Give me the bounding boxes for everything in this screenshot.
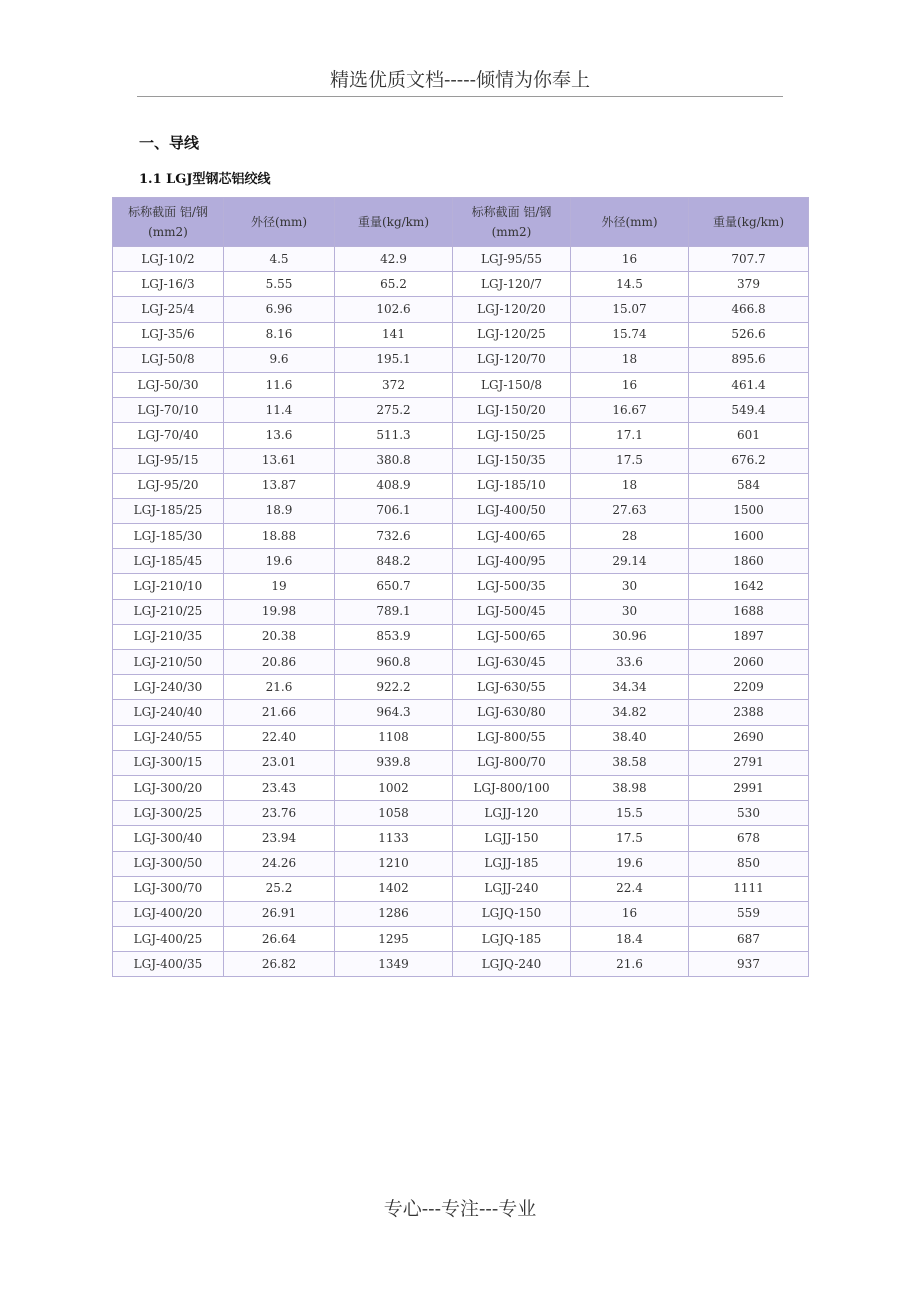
table-cell: 19 — [224, 574, 335, 599]
table-row — [113, 826, 809, 851]
table-cell: 1402 — [335, 876, 453, 901]
table-cell: LGJ-800/55 — [453, 725, 571, 750]
table-cell: 964.3 — [335, 700, 453, 725]
table-cell: 11.4 — [224, 398, 335, 423]
table-cell: 38.98 — [571, 775, 689, 800]
table-cell: 42.9 — [335, 247, 453, 272]
table-cell: 1286 — [335, 901, 453, 926]
table-cell: LGJ-120/70 — [453, 347, 571, 372]
table-cell: 30 — [571, 599, 689, 624]
table-cell: LGJ-300/40 — [113, 826, 224, 851]
table-cell: LGJQ-185 — [453, 927, 571, 952]
table-cell: LGJ-210/35 — [113, 624, 224, 649]
table-cell: LGJ-630/55 — [453, 675, 571, 700]
table-cell: LGJ-500/35 — [453, 574, 571, 599]
table-cell: 14.5 — [571, 272, 689, 297]
table-cell: 466.8 — [689, 297, 809, 322]
table-cell: 853.9 — [335, 624, 453, 649]
table-cell: 1210 — [335, 851, 453, 876]
table-cell: LGJ-300/25 — [113, 801, 224, 826]
table-cell: LGJ-120/25 — [453, 322, 571, 347]
table-cell: 34.82 — [571, 700, 689, 725]
table-row — [113, 675, 809, 700]
table-cell: 13.6 — [224, 423, 335, 448]
table-cell: 2991 — [689, 775, 809, 800]
table-cell: 65.2 — [335, 272, 453, 297]
table-cell: 15.5 — [571, 801, 689, 826]
table-cell: 21.6 — [224, 675, 335, 700]
page-footer: 专心---专注---专业 — [383, 1198, 537, 1220]
table-cell: LGJ-800/100 — [453, 775, 571, 800]
table-cell: 16 — [571, 372, 689, 397]
table-cell: 16 — [571, 901, 689, 926]
table-cell: 380.8 — [335, 448, 453, 473]
table-cell: 13.61 — [224, 448, 335, 473]
table-body — [113, 247, 809, 977]
table-cell: 2690 — [689, 725, 809, 750]
table-cell: 20.38 — [224, 624, 335, 649]
table-cell: LGJ-400/50 — [453, 498, 571, 523]
section-title: 一、导线 — [139, 134, 200, 152]
table-cell: LGJJ-150 — [453, 826, 571, 851]
table-cell: 16 — [571, 247, 689, 272]
table-row — [113, 347, 809, 372]
table-cell: 549.4 — [689, 398, 809, 423]
table-cell: 1600 — [689, 524, 809, 549]
table-cell: 141 — [335, 322, 453, 347]
table-header-row — [113, 198, 809, 247]
table-cell: 379 — [689, 272, 809, 297]
table-cell: 33.6 — [571, 650, 689, 675]
table-cell: 2791 — [689, 750, 809, 775]
table-cell: 1058 — [335, 801, 453, 826]
table-row — [113, 775, 809, 800]
table-cell: 1111 — [689, 876, 809, 901]
table-row — [113, 624, 809, 649]
table-cell: LGJQ-150 — [453, 901, 571, 926]
table-cell: 707.7 — [689, 247, 809, 272]
table-cell: 5.55 — [224, 272, 335, 297]
table-row — [113, 599, 809, 624]
table-cell: LGJ-400/65 — [453, 524, 571, 549]
table-cell: LGJQ-240 — [453, 952, 571, 977]
table-cell: 511.3 — [335, 423, 453, 448]
table-cell: 18.4 — [571, 927, 689, 952]
table-cell: 6.96 — [224, 297, 335, 322]
table-cell: 21.6 — [571, 952, 689, 977]
table-cell: 4.5 — [224, 247, 335, 272]
table-cell: LGJ-150/8 — [453, 372, 571, 397]
table-cell: 28 — [571, 524, 689, 549]
table-cell: 25.2 — [224, 876, 335, 901]
table-cell: LGJ-120/20 — [453, 297, 571, 322]
table-cell: 9.6 — [224, 347, 335, 372]
table-row — [113, 423, 809, 448]
table-cell: LGJ-35/6 — [113, 322, 224, 347]
table-cell: 1688 — [689, 599, 809, 624]
table-cell: 526.6 — [689, 322, 809, 347]
table-cell: 895.6 — [689, 347, 809, 372]
table-row — [113, 297, 809, 322]
table-cell: 275.2 — [335, 398, 453, 423]
table-cell: LGJ-185/45 — [113, 549, 224, 574]
table-cell: LGJ-400/25 — [113, 927, 224, 952]
table-cell: 22.40 — [224, 725, 335, 750]
table-row — [113, 398, 809, 423]
table-cell: LGJ-240/55 — [113, 725, 224, 750]
table-cell: 195.1 — [335, 347, 453, 372]
table-cell: 29.14 — [571, 549, 689, 574]
table-cell: 16.67 — [571, 398, 689, 423]
table-row — [113, 801, 809, 826]
table-cell: 922.2 — [335, 675, 453, 700]
table-cell: LGJ-500/45 — [453, 599, 571, 624]
table-cell: 1002 — [335, 775, 453, 800]
table-cell: 650.7 — [335, 574, 453, 599]
table-cell: 18.9 — [224, 498, 335, 523]
column-header: 重量(kg/km) — [335, 198, 453, 247]
table-row — [113, 498, 809, 523]
table-cell: 20.86 — [224, 650, 335, 675]
table-row — [113, 927, 809, 952]
table-cell: 960.8 — [335, 650, 453, 675]
table-row — [113, 725, 809, 750]
table-row — [113, 700, 809, 725]
table-cell: 2060 — [689, 650, 809, 675]
table-cell: 18 — [571, 473, 689, 498]
table-cell: LGJ-150/25 — [453, 423, 571, 448]
table-cell: LGJ-630/45 — [453, 650, 571, 675]
table-row — [113, 247, 809, 272]
table-cell: 19.6 — [224, 549, 335, 574]
table-cell: 1860 — [689, 549, 809, 574]
table-cell: LGJ-50/30 — [113, 372, 224, 397]
table-cell: LGJ-150/35 — [453, 448, 571, 473]
table-cell: 461.4 — [689, 372, 809, 397]
table-cell: 2388 — [689, 700, 809, 725]
table-row — [113, 272, 809, 297]
column-header: 重量(kg/km) — [689, 198, 809, 247]
table-cell: LGJ-210/10 — [113, 574, 224, 599]
table-cell: LGJJ-240 — [453, 876, 571, 901]
table-cell: 102.6 — [335, 297, 453, 322]
table-cell: 15.74 — [571, 322, 689, 347]
table-cell: LGJ-400/35 — [113, 952, 224, 977]
column-header: 标称截面 铝/钢(mm2) — [113, 198, 224, 247]
table-cell: 408.9 — [335, 473, 453, 498]
table-cell: 584 — [689, 473, 809, 498]
table-cell: 17.5 — [571, 448, 689, 473]
conductor-spec-table — [112, 197, 809, 977]
table-cell: 23.76 — [224, 801, 335, 826]
table-cell: 38.40 — [571, 725, 689, 750]
table-cell: 26.91 — [224, 901, 335, 926]
table-cell: 372 — [335, 372, 453, 397]
table-cell: LGJ-400/95 — [453, 549, 571, 574]
table-cell: LGJ-95/55 — [453, 247, 571, 272]
table-cell: LGJ-300/15 — [113, 750, 224, 775]
table-cell: LGJ-240/40 — [113, 700, 224, 725]
table-cell: 559 — [689, 901, 809, 926]
table-cell: LGJ-50/8 — [113, 347, 224, 372]
table-row — [113, 851, 809, 876]
table-row — [113, 750, 809, 775]
table-cell: LGJJ-185 — [453, 851, 571, 876]
table-cell: LGJ-300/20 — [113, 775, 224, 800]
table-row — [113, 952, 809, 977]
table-row — [113, 524, 809, 549]
table-cell: 678 — [689, 826, 809, 851]
table-cell: LGJ-70/40 — [113, 423, 224, 448]
table-cell: 15.07 — [571, 297, 689, 322]
column-header: 外径(mm) — [571, 198, 689, 247]
table-cell: 26.64 — [224, 927, 335, 952]
column-header: 标称截面 铝/钢(mm2) — [453, 198, 571, 247]
table-cell: LGJ-16/3 — [113, 272, 224, 297]
table-row — [113, 901, 809, 926]
table-cell: 706.1 — [335, 498, 453, 523]
table-cell: 601 — [689, 423, 809, 448]
table-cell: 1897 — [689, 624, 809, 649]
table-row — [113, 574, 809, 599]
table-cell: LGJ-800/70 — [453, 750, 571, 775]
table-row — [113, 650, 809, 675]
table-cell: LGJ-210/50 — [113, 650, 224, 675]
page-header: 精选优质文档-----倾情为你奉上 — [137, 66, 783, 97]
table-cell: 19.98 — [224, 599, 335, 624]
table-cell: 1349 — [335, 952, 453, 977]
column-header: 外径(mm) — [224, 198, 335, 247]
table-cell: LGJ-185/30 — [113, 524, 224, 549]
table-cell: 27.63 — [571, 498, 689, 523]
table-cell: 17.1 — [571, 423, 689, 448]
table-row — [113, 322, 809, 347]
table-cell: 530 — [689, 801, 809, 826]
table-cell: LGJ-630/80 — [453, 700, 571, 725]
table-cell: LGJ-500/65 — [453, 624, 571, 649]
table-cell: LGJ-120/7 — [453, 272, 571, 297]
table-cell: 18 — [571, 347, 689, 372]
table-cell: 1500 — [689, 498, 809, 523]
table-cell: 21.66 — [224, 700, 335, 725]
table-cell: LGJ-70/10 — [113, 398, 224, 423]
table-cell: 24.26 — [224, 851, 335, 876]
table-cell: 1295 — [335, 927, 453, 952]
table-cell: 30.96 — [571, 624, 689, 649]
table-cell: LGJ-210/25 — [113, 599, 224, 624]
table-cell: 34.34 — [571, 675, 689, 700]
table-cell: 850 — [689, 851, 809, 876]
table-cell: 11.6 — [224, 372, 335, 397]
table-cell: LGJJ-120 — [453, 801, 571, 826]
table-row — [113, 876, 809, 901]
table-cell: 687 — [689, 927, 809, 952]
table-cell: LGJ-300/50 — [113, 851, 224, 876]
table-cell: 732.6 — [335, 524, 453, 549]
table-cell: 30 — [571, 574, 689, 599]
table-cell: 23.94 — [224, 826, 335, 851]
table-cell: 13.87 — [224, 473, 335, 498]
table-cell: LGJ-10/2 — [113, 247, 224, 272]
table-cell: 23.01 — [224, 750, 335, 775]
table-cell: 1642 — [689, 574, 809, 599]
table-cell: 789.1 — [335, 599, 453, 624]
table-row — [113, 549, 809, 574]
table-cell: LGJ-95/15 — [113, 448, 224, 473]
sub-title: 1.1 LGJ型钢芯铝绞线 — [139, 172, 271, 187]
table-row — [113, 372, 809, 397]
table-cell: 8.16 — [224, 322, 335, 347]
table-cell: 23.43 — [224, 775, 335, 800]
table-cell: LGJ-400/20 — [113, 901, 224, 926]
table-cell: 38.58 — [571, 750, 689, 775]
table-cell: 18.88 — [224, 524, 335, 549]
table-cell: LGJ-25/4 — [113, 297, 224, 322]
table-cell: LGJ-185/10 — [453, 473, 571, 498]
table-cell: 19.6 — [571, 851, 689, 876]
table-cell: 1133 — [335, 826, 453, 851]
table-cell: 26.82 — [224, 952, 335, 977]
table-cell: 848.2 — [335, 549, 453, 574]
table-cell: 939.8 — [335, 750, 453, 775]
table-cell: 937 — [689, 952, 809, 977]
table-cell: 22.4 — [571, 876, 689, 901]
table-row — [113, 473, 809, 498]
table-cell: 676.2 — [689, 448, 809, 473]
table-row — [113, 448, 809, 473]
table-cell: LGJ-240/30 — [113, 675, 224, 700]
table-cell: 1108 — [335, 725, 453, 750]
table-cell: LGJ-185/25 — [113, 498, 224, 523]
table-cell: 2209 — [689, 675, 809, 700]
table-cell: 17.5 — [571, 826, 689, 851]
table-cell: LGJ-300/70 — [113, 876, 224, 901]
table-cell: LGJ-95/20 — [113, 473, 224, 498]
table-cell: LGJ-150/20 — [453, 398, 571, 423]
